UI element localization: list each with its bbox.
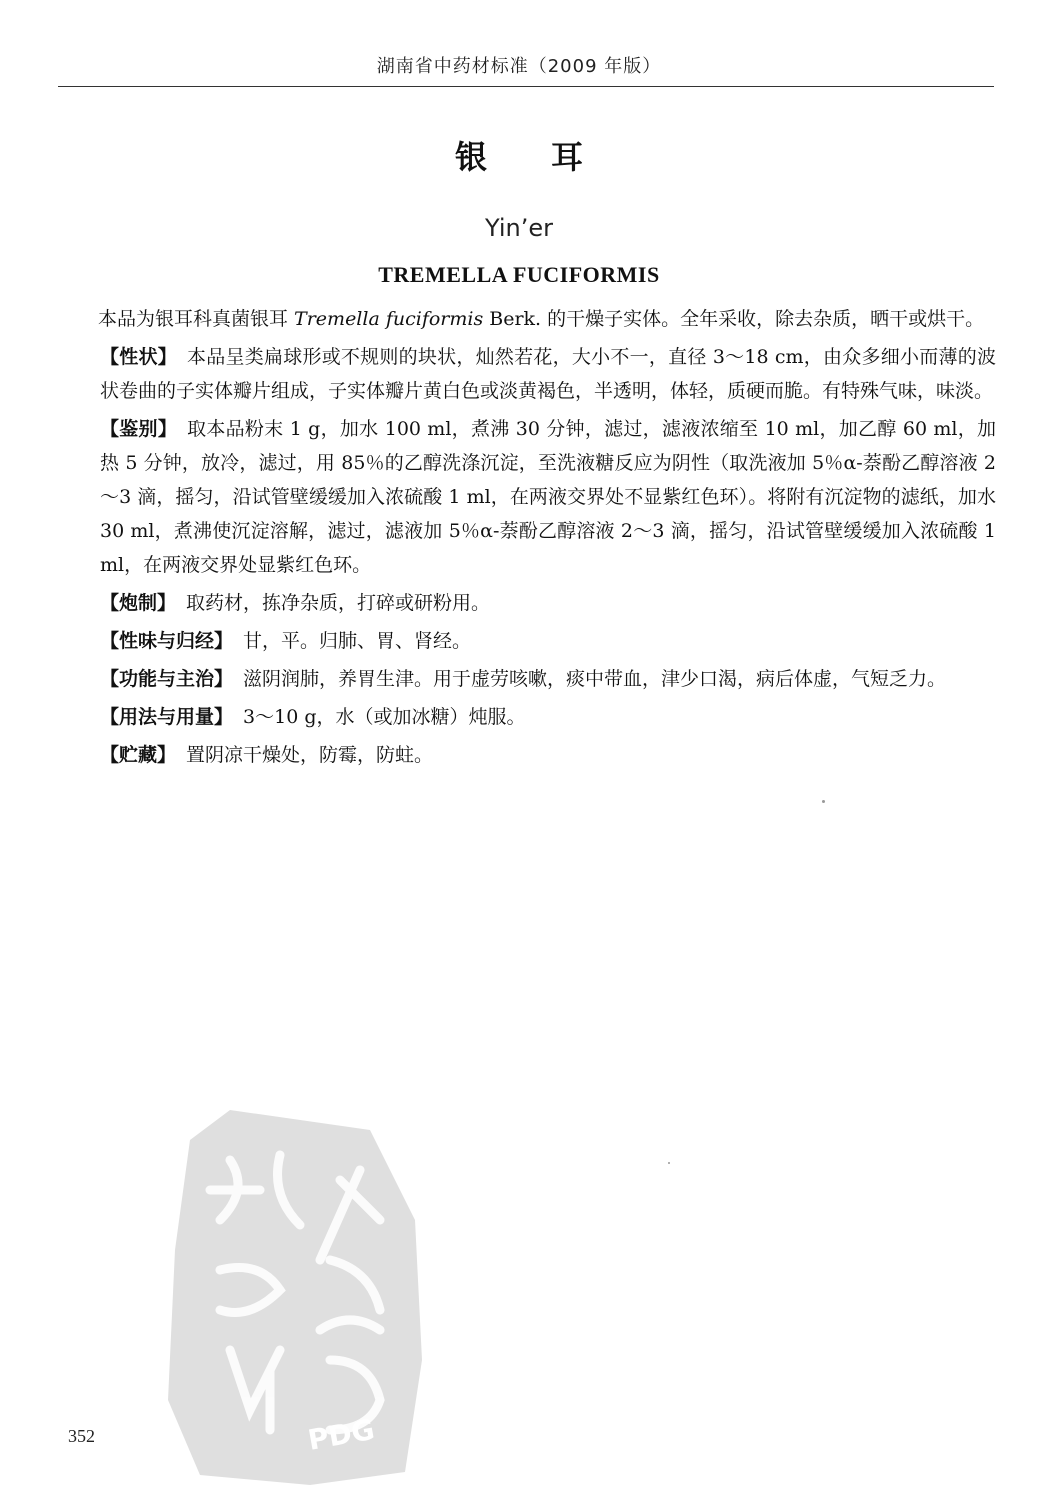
seal-shape: [168, 1110, 422, 1485]
scan-speck: [668, 1162, 670, 1164]
section-text-processing: 取药材，拣净杂质，打碎或研粉用。: [186, 592, 491, 614]
species-name: Tremella fuciformis: [294, 308, 484, 330]
section-label-storage: 【贮藏】: [100, 744, 177, 766]
section-text-properties: 本品呈类扁球形或不规则的块状，灿然若花，大小不一，直径 3～18 cm，由众多细小而薄的波状卷曲的子实体瓣片组成，子实体瓣片黄白色或淡黄褐色，半透明，体轻，质硬而脆。有特殊气味，味淡。: [100, 346, 996, 402]
intro-text-b: Berk. 的干燥子实体。全年采收，除去杂质，晒干或烘干。: [483, 308, 985, 330]
section-label-properties: 【性状】: [100, 346, 177, 368]
section-text-storage: 置阴凉干燥处，防霉，防蛀。: [186, 744, 434, 766]
monograph-pinyin: Yin’er: [485, 214, 553, 242]
running-header: 湖南省中药材标准（2009 年版）: [376, 56, 662, 77]
section-label-functions: 【功能与主治】: [100, 668, 234, 690]
intro-text-a: 本品为银耳科真菌银耳: [98, 308, 295, 330]
section-label-nature-meridian: 【性味与归经】: [100, 630, 234, 652]
monograph-title: 银耳: [454, 138, 647, 176]
section-identification: [60, 412, 996, 582]
section-text-functions: 滋阴润肺，养胃生津。用于虚劳咳嗽，痰中带血，津少口渴，病后体虚，气短乏力。: [243, 668, 947, 690]
section-usage: [60, 700, 996, 734]
monograph-body: [60, 302, 996, 776]
section-text-identification: 取本品粉末 1 g，加水 100 ml，煮沸 30 分钟，滤过，滤液浓缩至 10 ml，加乙醇 60 ml，加热 5 分钟，放冷，滤过，用 85％的乙醇洗涤沉淀，至洗液糖反应为阴性（取洗液加 5％α-萘酚乙醇溶液 2～3 滴，摇匀，沿试管壁缓缓加入浓硫酸 1 ml，在两液交界处不显紫红色环）。将附有沉淀物的滤纸，加水 30 ml，煮沸使沉淀溶解，滤过，滤液加 5％α-萘酚乙醇溶液 2～3 滴，摇匀，沿试管壁缓缓加入浓硫酸 1 ml，在两液交界处显紫红色环。: [100, 418, 996, 576]
section-properties: [60, 340, 996, 408]
section-storage: [60, 738, 996, 772]
section-label-usage: 【用法与用量】: [100, 706, 234, 728]
section-text-usage: 3～10 g，水（或加冰糖）炖服。: [243, 706, 526, 728]
section-label-processing: 【炮制】: [100, 592, 177, 614]
section-label-identification: 【鉴别】: [100, 418, 178, 440]
monograph-latin-name: TREMELLA FUCIFORMIS: [378, 262, 660, 287]
header-rule: [58, 86, 994, 87]
section-functions: [60, 662, 996, 696]
intro-paragraph: [60, 302, 996, 336]
scan-speck: [822, 800, 825, 803]
section-nature-meridian: [60, 624, 996, 658]
section-text-nature-meridian: 甘，平。归肺、胃、肾经。: [243, 630, 472, 652]
watermark-seal: [160, 1100, 430, 1490]
seal-text: PDG: [305, 1412, 377, 1457]
section-processing: [60, 586, 996, 620]
page-number: 352: [68, 1426, 95, 1446]
